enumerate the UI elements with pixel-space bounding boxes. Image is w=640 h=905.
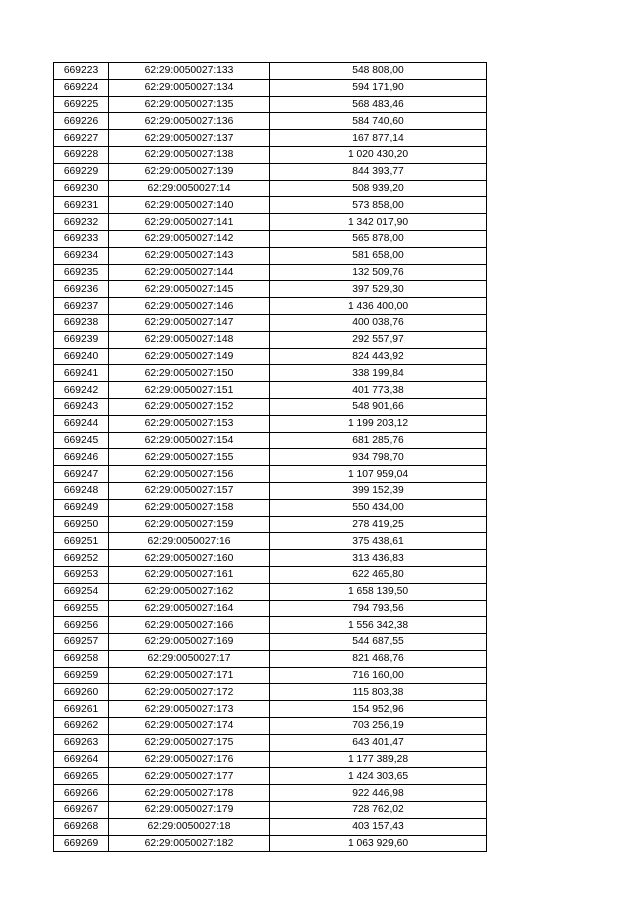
table-row — [54, 516, 487, 533]
cadastral-number-cell: 62:29:0050027:147 — [109, 314, 270, 331]
table-row — [54, 667, 487, 684]
cadastral-number-cell: 62:29:0050027:137 — [109, 130, 270, 147]
row-id-cell: 669228 — [54, 146, 109, 163]
row-id-cell: 669240 — [54, 348, 109, 365]
cadastral-number-cell: 62:29:0050027:175 — [109, 734, 270, 751]
cadastral-number-cell: 62:29:0050027:174 — [109, 718, 270, 735]
cadastral-value-cell: 1 063 929,60 — [270, 835, 487, 852]
cadastral-number-cell: 62:29:0050027:173 — [109, 701, 270, 718]
cadastral-value-cell: 1 424 303,65 — [270, 768, 487, 785]
row-id-cell: 669239 — [54, 331, 109, 348]
cadastral-number-cell: 62:29:0050027:166 — [109, 617, 270, 634]
cadastral-value-cell: 403 157,43 — [270, 818, 487, 835]
cadastral-value-cell: 1 177 389,28 — [270, 751, 487, 768]
row-id-cell: 669266 — [54, 785, 109, 802]
table-row — [54, 482, 487, 499]
row-id-cell: 669235 — [54, 264, 109, 281]
cadastral-value-cell: 681 285,76 — [270, 432, 487, 449]
table-body — [54, 63, 487, 852]
row-id-cell: 669265 — [54, 768, 109, 785]
cadastral-value-cell: 399 152,39 — [270, 482, 487, 499]
row-id-cell: 669250 — [54, 516, 109, 533]
row-id-cell: 669231 — [54, 197, 109, 214]
table-row — [54, 802, 487, 819]
cadastral-number-cell: 62:29:0050027:156 — [109, 466, 270, 483]
cadastral-number-cell: 62:29:0050027:164 — [109, 600, 270, 617]
table-row — [54, 247, 487, 264]
row-id-cell: 669232 — [54, 214, 109, 231]
table-row — [54, 180, 487, 197]
row-id-cell: 669241 — [54, 365, 109, 382]
table-row — [54, 533, 487, 550]
row-id-cell: 669225 — [54, 96, 109, 113]
table-row — [54, 818, 487, 835]
cadastral-number-cell: 62:29:0050027:16 — [109, 533, 270, 550]
cadastral-number-cell: 62:29:0050027:158 — [109, 499, 270, 516]
table-row — [54, 281, 487, 298]
row-id-cell: 669234 — [54, 247, 109, 264]
row-id-cell: 669259 — [54, 667, 109, 684]
cadastral-number-cell: 62:29:0050027:177 — [109, 768, 270, 785]
cadastral-value-cell: 167 877,14 — [270, 130, 487, 147]
row-id-cell: 669236 — [54, 281, 109, 298]
cadastral-value-cell: 401 773,38 — [270, 382, 487, 399]
cadastral-value-cell: 154 952,96 — [270, 701, 487, 718]
cadastral-value-cell: 824 443,92 — [270, 348, 487, 365]
cadastral-value-cell: 548 901,66 — [270, 398, 487, 415]
cadastral-value-cell: 278 419,25 — [270, 516, 487, 533]
table-row — [54, 718, 487, 735]
row-id-cell: 669264 — [54, 751, 109, 768]
row-id-cell: 669223 — [54, 63, 109, 80]
table-row — [54, 365, 487, 382]
cadastral-value-cell: 1 199 203,12 — [270, 415, 487, 432]
row-id-cell: 669224 — [54, 79, 109, 96]
row-id-cell: 669256 — [54, 617, 109, 634]
cadastral-number-cell: 62:29:0050027:162 — [109, 583, 270, 600]
cadastral-value-cell: 728 762,02 — [270, 802, 487, 819]
cadastral-number-cell: 62:29:0050027:176 — [109, 751, 270, 768]
row-id-cell: 669242 — [54, 382, 109, 399]
cadastral-number-cell: 62:29:0050027:145 — [109, 281, 270, 298]
row-id-cell: 669227 — [54, 130, 109, 147]
row-id-cell: 669252 — [54, 550, 109, 567]
cadastral-value-cell: 934 798,70 — [270, 449, 487, 466]
cadastral-value-cell: 922 446,98 — [270, 785, 487, 802]
cadastral-number-cell: 62:29:0050027:142 — [109, 230, 270, 247]
cadastral-number-cell: 62:29:0050027:138 — [109, 146, 270, 163]
cadastral-number-cell: 62:29:0050027:154 — [109, 432, 270, 449]
cadastral-value-cell: 703 256,19 — [270, 718, 487, 735]
cadastral-value-cell: 375 438,61 — [270, 533, 487, 550]
cadastral-value-cell: 594 171,90 — [270, 79, 487, 96]
cadastral-number-cell: 62:29:0050027:136 — [109, 113, 270, 130]
cadastral-value-cell: 844 393,77 — [270, 163, 487, 180]
row-id-cell: 669260 — [54, 684, 109, 701]
table-row — [54, 113, 487, 130]
cadastral-value-cell: 1 436 400,00 — [270, 298, 487, 315]
cadastral-value-cell: 544 687,55 — [270, 634, 487, 651]
cadastral-number-cell: 62:29:0050027:161 — [109, 566, 270, 583]
row-id-cell: 669254 — [54, 583, 109, 600]
table-row — [54, 432, 487, 449]
row-id-cell: 669249 — [54, 499, 109, 516]
cadastral-number-cell: 62:29:0050027:135 — [109, 96, 270, 113]
table-row — [54, 785, 487, 802]
table-row — [54, 449, 487, 466]
table-row — [54, 634, 487, 651]
table-row — [54, 230, 487, 247]
table-row — [54, 63, 487, 80]
row-id-cell: 669255 — [54, 600, 109, 617]
table-row — [54, 835, 487, 852]
cadastral-number-cell: 62:29:0050027:182 — [109, 835, 270, 852]
cadastral-number-cell: 62:29:0050027:148 — [109, 331, 270, 348]
cadastral-number-cell: 62:29:0050027:151 — [109, 382, 270, 399]
table-row — [54, 734, 487, 751]
table-row — [54, 398, 487, 415]
table-row — [54, 701, 487, 718]
cadastral-value-cell: 1 658 139,50 — [270, 583, 487, 600]
table-row — [54, 550, 487, 567]
cadastral-number-cell: 62:29:0050027:179 — [109, 802, 270, 819]
table-row — [54, 600, 487, 617]
cadastral-number-cell: 62:29:0050027:18 — [109, 818, 270, 835]
cadastral-number-cell: 62:29:0050027:139 — [109, 163, 270, 180]
table-row — [54, 566, 487, 583]
cadastral-value-cell: 573 858,00 — [270, 197, 487, 214]
cadastral-value-cell: 338 199,84 — [270, 365, 487, 382]
row-id-cell: 669263 — [54, 734, 109, 751]
cadastral-value-cell: 313 436,83 — [270, 550, 487, 567]
cadastral-value-cell: 1 342 017,90 — [270, 214, 487, 231]
cadastral-value-cell: 400 038,76 — [270, 314, 487, 331]
cadastral-number-cell: 62:29:0050027:143 — [109, 247, 270, 264]
cadastral-value-cell: 508 939,20 — [270, 180, 487, 197]
row-id-cell: 669269 — [54, 835, 109, 852]
cadastral-value-cell: 115 803,38 — [270, 684, 487, 701]
cadastral-number-cell: 62:29:0050027:171 — [109, 667, 270, 684]
table-row — [54, 163, 487, 180]
cadastral-value-cell: 397 529,30 — [270, 281, 487, 298]
row-id-cell: 669245 — [54, 432, 109, 449]
cadastral-number-cell: 62:29:0050027:152 — [109, 398, 270, 415]
cadastral-number-cell: 62:29:0050027:169 — [109, 634, 270, 651]
row-id-cell: 669226 — [54, 113, 109, 130]
cadastral-value-cell: 292 557,97 — [270, 331, 487, 348]
table-row — [54, 331, 487, 348]
table-row — [54, 96, 487, 113]
table-row — [54, 348, 487, 365]
cadastral-value-cell: 132 509,76 — [270, 264, 487, 281]
row-id-cell: 669258 — [54, 650, 109, 667]
table-row — [54, 146, 487, 163]
row-id-cell: 669251 — [54, 533, 109, 550]
table-row — [54, 298, 487, 315]
cadastral-number-cell: 62:29:0050027:155 — [109, 449, 270, 466]
table-row — [54, 684, 487, 701]
table-row — [54, 197, 487, 214]
table-row — [54, 214, 487, 231]
row-id-cell: 669253 — [54, 566, 109, 583]
cadastral-value-cell: 1 020 430,20 — [270, 146, 487, 163]
cadastral-value-cell: 821 468,76 — [270, 650, 487, 667]
cadastral-number-cell: 62:29:0050027:160 — [109, 550, 270, 567]
cadastral-value-cell: 581 658,00 — [270, 247, 487, 264]
table-row — [54, 79, 487, 96]
cadastral-value-cell: 794 793,56 — [270, 600, 487, 617]
row-id-cell: 669229 — [54, 163, 109, 180]
table-row — [54, 466, 487, 483]
row-id-cell: 669230 — [54, 180, 109, 197]
row-id-cell: 669267 — [54, 802, 109, 819]
row-id-cell: 669268 — [54, 818, 109, 835]
cadastral-number-cell: 62:29:0050027:140 — [109, 197, 270, 214]
cadastral-value-cell: 643 401,47 — [270, 734, 487, 751]
cadastral-value-cell: 550 434,00 — [270, 499, 487, 516]
cadastral-number-cell: 62:29:0050027:149 — [109, 348, 270, 365]
row-id-cell: 669246 — [54, 449, 109, 466]
cadastral-number-cell: 62:29:0050027:133 — [109, 63, 270, 80]
table-row — [54, 499, 487, 516]
table-row — [54, 583, 487, 600]
cadastral-number-cell: 62:29:0050027:141 — [109, 214, 270, 231]
table-row — [54, 768, 487, 785]
table-row — [54, 617, 487, 634]
cadastral-number-cell: 62:29:0050027:17 — [109, 650, 270, 667]
row-id-cell: 669237 — [54, 298, 109, 315]
cadastral-number-cell: 62:29:0050027:172 — [109, 684, 270, 701]
row-id-cell: 669248 — [54, 482, 109, 499]
table-row — [54, 751, 487, 768]
cadastral-number-cell: 62:29:0050027:150 — [109, 365, 270, 382]
cadastral-value-table — [53, 62, 487, 852]
cadastral-value-cell: 584 740,60 — [270, 113, 487, 130]
row-id-cell: 669261 — [54, 701, 109, 718]
cadastral-number-cell: 62:29:0050027:134 — [109, 79, 270, 96]
row-id-cell: 669262 — [54, 718, 109, 735]
cadastral-number-cell: 62:29:0050027:146 — [109, 298, 270, 315]
row-id-cell: 669233 — [54, 230, 109, 247]
row-id-cell: 669244 — [54, 415, 109, 432]
table-row — [54, 382, 487, 399]
cadastral-value-cell: 1 556 342,38 — [270, 617, 487, 634]
cadastral-number-cell: 62:29:0050027:14 — [109, 180, 270, 197]
cadastral-value-cell: 568 483,46 — [270, 96, 487, 113]
table-row — [54, 650, 487, 667]
table-row — [54, 130, 487, 147]
cadastral-number-cell: 62:29:0050027:178 — [109, 785, 270, 802]
cadastral-value-cell: 1 107 959,04 — [270, 466, 487, 483]
row-id-cell: 669257 — [54, 634, 109, 651]
row-id-cell: 669238 — [54, 314, 109, 331]
cadastral-number-cell: 62:29:0050027:159 — [109, 516, 270, 533]
row-id-cell: 669243 — [54, 398, 109, 415]
table-row — [54, 264, 487, 281]
cadastral-value-cell: 548 808,00 — [270, 63, 487, 80]
cadastral-value-cell: 565 878,00 — [270, 230, 487, 247]
row-id-cell: 669247 — [54, 466, 109, 483]
table-row — [54, 314, 487, 331]
document-page — [53, 62, 486, 852]
cadastral-value-cell: 622 465,80 — [270, 566, 487, 583]
cadastral-value-cell: 716 160,00 — [270, 667, 487, 684]
cadastral-number-cell: 62:29:0050027:144 — [109, 264, 270, 281]
cadastral-number-cell: 62:29:0050027:157 — [109, 482, 270, 499]
cadastral-number-cell: 62:29:0050027:153 — [109, 415, 270, 432]
table-row — [54, 415, 487, 432]
